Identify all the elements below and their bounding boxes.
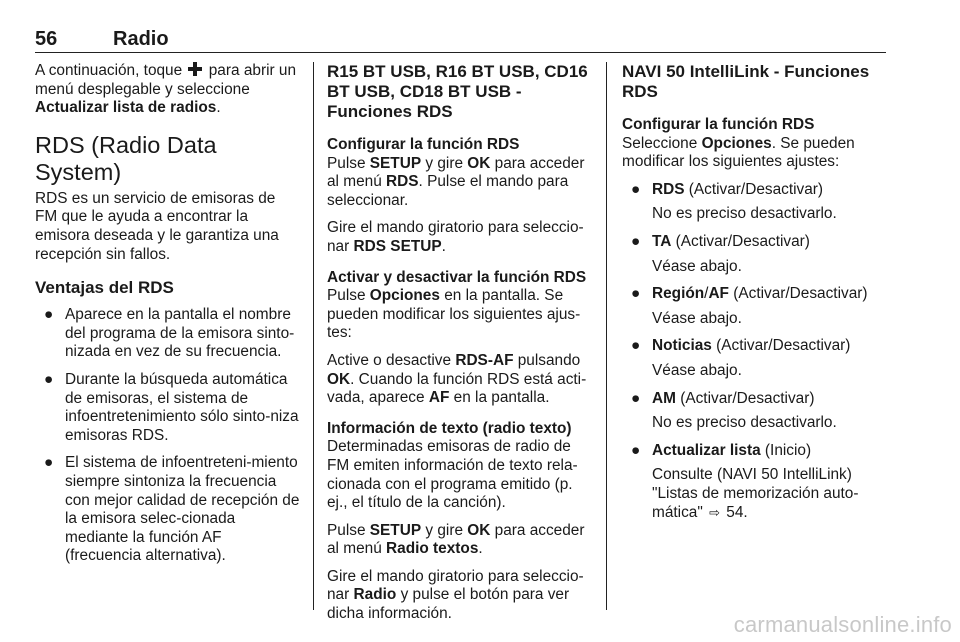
paragraph: Active o desactive RDS-AF pulsando OK. Cuando la función RDS está acti-vada, aparece AF en la pantalla. — [327, 351, 587, 407]
page-header — [35, 28, 885, 52]
list-item: ● Durante la búsqueda automática de emisoras, el sistema de infoentretenimiento sólo sinto-niza emisoras RDS. — [44, 370, 299, 444]
list-item: ● Actualizar lista (Inicio) Consulte (NAVI 50 IntelliLink) "Listas de memorización auto-mática" ⇨ 54. — [631, 441, 859, 521]
paragraph: Seleccione Opciones. Se pueden modificar los siguientes ajustes: — [622, 134, 855, 171]
bullet-icon: ● — [631, 389, 641, 407]
bullet-icon: ● — [631, 285, 641, 303]
paragraph: Determinadas emisoras de radio de FM emiten información de texto rela-cionada con el programa emitido (p. ej., el título de la canción). — [327, 438, 578, 512]
paragraph: Pulse SETUP y gire OK para acceder al menú RDS. Pulse el mando para seleccionar. — [327, 154, 585, 209]
column-1 — [35, 62, 301, 575]
rds-heading: RDS (Radio Data System) — [35, 131, 217, 185]
paragraph: Pulse SETUP y gire OK para acceder al menú Radio textos. — [327, 521, 585, 558]
column-2-heading: R15 BT USB, R16 BT USB, CD16 BT USB, CD18 BT USB - Funciones RDS — [327, 62, 588, 121]
bullet-icon: ● — [44, 454, 54, 472]
list-item: ● TA (Activar/Desactivar) Véase abajo. — [631, 232, 810, 275]
advantages-heading: Ventajas del RDS — [35, 278, 174, 298]
advantages-list — [35, 306, 301, 566]
watermark: carmanualsonline.info — [733, 612, 952, 637]
bullet-icon: ● — [631, 180, 641, 198]
column-3-heading: NAVI 50 IntelliLink - Funciones RDS — [622, 62, 870, 101]
paragraph: Pulse Opciones en la pantalla. Se pueden modificar los siguientes ajus-tes: — [327, 287, 581, 342]
list-item: ● RDS (Activar/Desactivar) No es preciso desactivarlo. — [631, 180, 837, 223]
column-3 — [622, 62, 886, 531]
text-info-heading: Información de texto (radio texto) — [327, 419, 572, 437]
bullet-icon: ● — [631, 337, 641, 355]
rds-description: RDS es un servicio de emisoras de FM que le ayuda a encontrar la emisora deseada y le garantiza una recepción sin fallos. — [35, 189, 279, 263]
bullet-icon: ● — [44, 306, 54, 324]
header-rule — [35, 52, 886, 53]
list-item: ● Región/AF (Activar/Desactivar) Véase abajo. — [631, 285, 868, 327]
paragraph: Gire el mando giratorio para seleccio-nar RDS SETUP. — [327, 219, 584, 255]
list-item: ● El sistema de infoentreteni-miento siempre sintoniza la frecuencia con mejor calidad de recepción de la emisora selec-cionada mediante la función AF (frecuencia alternativa). — [44, 454, 300, 565]
column-2 — [327, 62, 594, 633]
column-divider-2 — [606, 62, 607, 610]
bullet-icon: ● — [631, 232, 641, 250]
bullet-icon: ● — [631, 441, 641, 459]
config-rds-heading: Configurar la función RDS — [622, 116, 815, 133]
section-title: Radio — [113, 28, 169, 50]
page-number: 56 — [35, 28, 58, 50]
intro-paragraph: A continuación, toque para abrir un menú desplegable y seleccione Actualizar lista de radios. — [35, 62, 297, 117]
list-item: ● AM (Activar/Desactivar) No es preciso desactivarlo. — [631, 389, 837, 432]
config-rds-heading: Configurar la función RDS — [327, 136, 520, 153]
activate-rds-heading: Activar y desactivar la función RDS — [327, 268, 587, 286]
paragraph: Gire el mando giratorio para seleccio-nar Radio y pulse el botón para ver dicha información. — [327, 567, 584, 623]
page-reference-arrow-icon: ⇨ — [709, 504, 720, 520]
settings-list — [622, 181, 886, 522]
bullet-icon: ● — [44, 370, 54, 388]
plus-icon — [188, 62, 202, 76]
list-item: ● Aparece en la pantalla el nombre del programa de la emisora sinto-nizada en vez de su frecuencia. — [44, 306, 295, 361]
column-divider-1 — [313, 62, 314, 610]
list-item: ● Noticias (Activar/Desactivar) Véase abajo. — [631, 337, 851, 379]
